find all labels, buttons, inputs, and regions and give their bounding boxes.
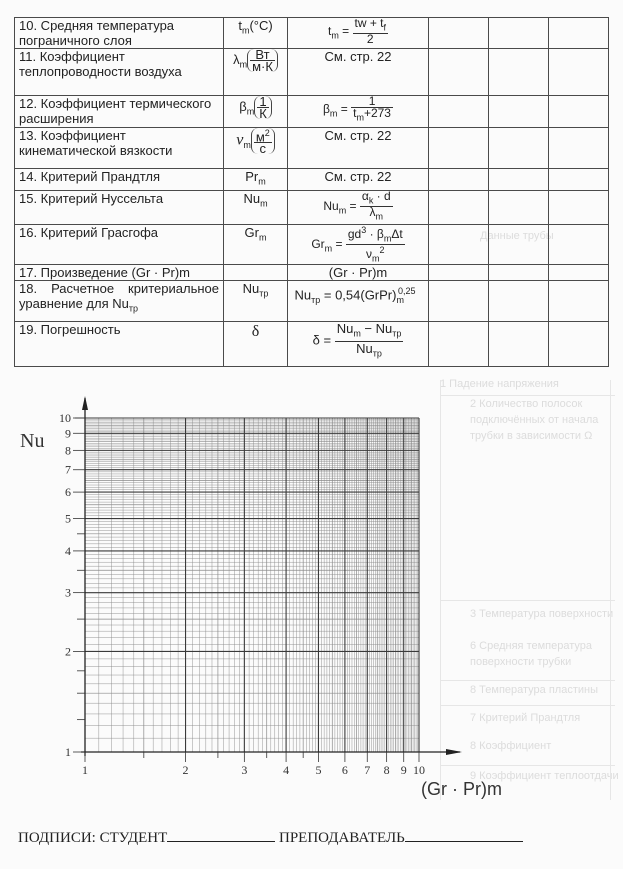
row-formula: См. стр. 22 xyxy=(288,128,429,169)
y-tick-label: 4 xyxy=(65,543,71,558)
entry-cell[interactable] xyxy=(549,18,609,49)
x-tick-label: 3 xyxy=(241,763,248,777)
table-row xyxy=(15,322,609,367)
x-tick-label: 2 xyxy=(182,763,189,777)
row-formula: δ = $\frac{Nu_m - Nu_{тр}}{Nu_{тр}}$ xyxy=(288,322,429,367)
y-tick-label: 3 xyxy=(65,585,71,600)
y-tick-label: 9 xyxy=(65,426,71,441)
entry-cell[interactable] xyxy=(489,49,549,96)
row-symbol: $t_m(^\circ C)$ xyxy=(224,18,288,49)
log-log-graph[interactable] xyxy=(0,380,623,800)
teacher-signature-field[interactable] xyxy=(405,829,523,842)
x-tick-label: 5 xyxy=(315,763,322,777)
x-axis-arrow-icon xyxy=(446,749,462,755)
row-formula: См. стр. 22 xyxy=(288,169,429,191)
bleed-text: 6 Средняя температура xyxy=(470,640,593,652)
y-tick-label: 2 xyxy=(65,644,71,659)
row-name: 16. Критерий Грасгофа xyxy=(15,224,224,265)
entry-cell[interactable] xyxy=(489,169,549,191)
entry-cell[interactable] xyxy=(549,224,609,265)
row-symbol xyxy=(224,265,288,281)
bleed-text: подключённых от начала xyxy=(470,414,599,426)
table-row xyxy=(15,18,609,49)
table-row xyxy=(15,281,609,322)
grid-major xyxy=(85,418,419,752)
entry-cell[interactable] xyxy=(549,169,609,191)
row-formula: $Nu_m$ = $\frac{\alpha_k \cdot d}{\lambda_m}$ xyxy=(288,190,429,224)
row-symbol: δ xyxy=(224,322,288,367)
entry-cell[interactable] xyxy=(549,190,609,224)
row-name: 12. Коэффициент термического расширения xyxy=(15,96,224,128)
y-axis-arrow-icon xyxy=(82,396,88,410)
table-row xyxy=(15,49,609,96)
x-tick-label: 7 xyxy=(364,763,371,777)
entry-cell[interactable] xyxy=(549,265,609,281)
row-formula: $Gr_m$ = $\frac{gd^3 \cdot \beta_m\Delta t}{\nu_m^2}$ xyxy=(288,224,429,265)
y-axis-label: Nu xyxy=(20,430,45,452)
table-row xyxy=(15,96,609,128)
entry-cell[interactable] xyxy=(429,49,489,96)
table-row xyxy=(15,265,609,281)
table-row xyxy=(15,169,609,191)
row-name: 13. Коэффициент кинематической вязкости xyxy=(15,128,224,169)
signatures-label: ПОДПИСИ: СТУДЕНТ xyxy=(18,830,168,846)
signatures-line xyxy=(18,829,523,847)
y-tick-label: 5 xyxy=(65,511,71,526)
bleed-text: 9 Коэффициент теплоотдачи xyxy=(470,770,619,782)
entry-cell[interactable] xyxy=(429,265,489,281)
bleed-text: 3 Температура поверхности xyxy=(470,608,614,620)
entry-cell[interactable] xyxy=(489,224,549,265)
bleed-text: Данные трубы xyxy=(480,230,554,242)
y-tick-label: 6 xyxy=(65,485,71,500)
entry-cell[interactable] xyxy=(429,322,489,367)
row-formula: $Nu_{тр}$ = $0,54(GrPr)_m^{0,25}$ xyxy=(288,281,429,322)
row-name: 14. Критерий Прандтля xyxy=(15,169,224,191)
row-symbol: $Nu_m$ xyxy=(224,190,288,224)
entry-cell[interactable] xyxy=(429,96,489,128)
row-symbol: $\lambda_m$ $\frac{Вт}{м\cdot К}$ xyxy=(224,49,288,96)
teacher-label: ПРЕПОДАВАТЕЛЬ xyxy=(278,830,405,846)
row-symbol: $Gr_m$ xyxy=(224,224,288,265)
calculation-table xyxy=(14,17,609,367)
x-axis-label: (Gr · Pr)m xyxy=(421,779,502,799)
row-symbol: $\beta_m$ $\frac{1}{К}$ xyxy=(224,96,288,128)
row-symbol: $Pr_m$ xyxy=(224,169,288,191)
x-tick-label: 4 xyxy=(283,763,290,777)
row-formula: $\beta_m$ = $\frac{1}{t_m+273}$ xyxy=(288,96,429,128)
grid-minor xyxy=(85,418,419,752)
entry-cell[interactable] xyxy=(429,190,489,224)
x-tick-label: 9 xyxy=(400,763,407,777)
bleed-text: 8 Коэффициент xyxy=(470,740,552,752)
row-formula: $t_m$ = $\frac{tw + t_f}{2}$ xyxy=(288,18,429,49)
table-row xyxy=(15,224,609,265)
bleed-text: 2 Количество полосок xyxy=(470,398,583,410)
entry-cell[interactable] xyxy=(489,96,549,128)
x-tick-label: 6 xyxy=(341,763,348,777)
row-formula: (Gr · Pr)m xyxy=(288,265,429,281)
x-tick-label: 8 xyxy=(383,763,390,777)
bleed-text: 1 Падение напряжения xyxy=(440,378,559,390)
entry-cell[interactable] xyxy=(549,49,609,96)
entry-cell[interactable] xyxy=(489,265,549,281)
y-tick-label: 10 xyxy=(59,411,71,425)
row-symbol: $\nu_m$ $\frac{м^2}{с}$ xyxy=(224,128,288,169)
entry-cell[interactable] xyxy=(549,128,609,169)
student-signature-field[interactable] xyxy=(167,829,275,842)
bleed-text: трубки в зависимости Ω xyxy=(470,430,593,442)
y-tick-label: 7 xyxy=(65,462,71,477)
row-name: 18. Расчетное критериальное уравнение для $Nu_{тр}$ xyxy=(15,281,224,322)
row-symbol: $Nu_{тр}$ xyxy=(224,281,288,322)
row-name: 19. Погрешность xyxy=(15,322,224,367)
row-name: 11. Коэффициент теплопроводности воздуха xyxy=(15,49,224,96)
row-name: 10. Средняя температура пограничного слоя xyxy=(15,18,224,49)
entry-cell[interactable] xyxy=(549,96,609,128)
x-tick-label: 1 xyxy=(82,763,88,777)
row-name: 15. Критерий Нуссельта xyxy=(15,190,224,224)
table-row xyxy=(15,190,609,224)
entry-cell[interactable] xyxy=(549,322,609,367)
y-tick-label: 1 xyxy=(65,745,71,759)
entry-cell[interactable] xyxy=(429,18,489,49)
bleed-text: 7 Критерий Прандтля xyxy=(470,712,581,724)
entry-cell[interactable] xyxy=(489,18,549,49)
bleed-text: 8 Температура пластины xyxy=(470,684,599,696)
y-tick-label: 8 xyxy=(65,443,71,458)
bleed-text: поверхности трубки xyxy=(470,656,572,668)
entry-cell[interactable] xyxy=(429,128,489,169)
entry-cell[interactable] xyxy=(489,322,549,367)
tick-labels xyxy=(59,411,425,777)
row-name: 17. Произведение (Gr · Pr)m xyxy=(15,265,224,281)
entry-cell[interactable] xyxy=(429,224,489,265)
entry-cell[interactable] xyxy=(489,281,549,322)
table-row xyxy=(15,128,609,169)
row-formula: См. стр. 22 xyxy=(288,49,429,96)
entry-cell[interactable] xyxy=(549,281,609,322)
entry-cell[interactable] xyxy=(429,169,489,191)
entry-cell[interactable] xyxy=(489,128,549,169)
x-tick-label: 10 xyxy=(413,763,425,777)
entry-cell[interactable] xyxy=(429,281,489,322)
entry-cell[interactable] xyxy=(489,190,549,224)
